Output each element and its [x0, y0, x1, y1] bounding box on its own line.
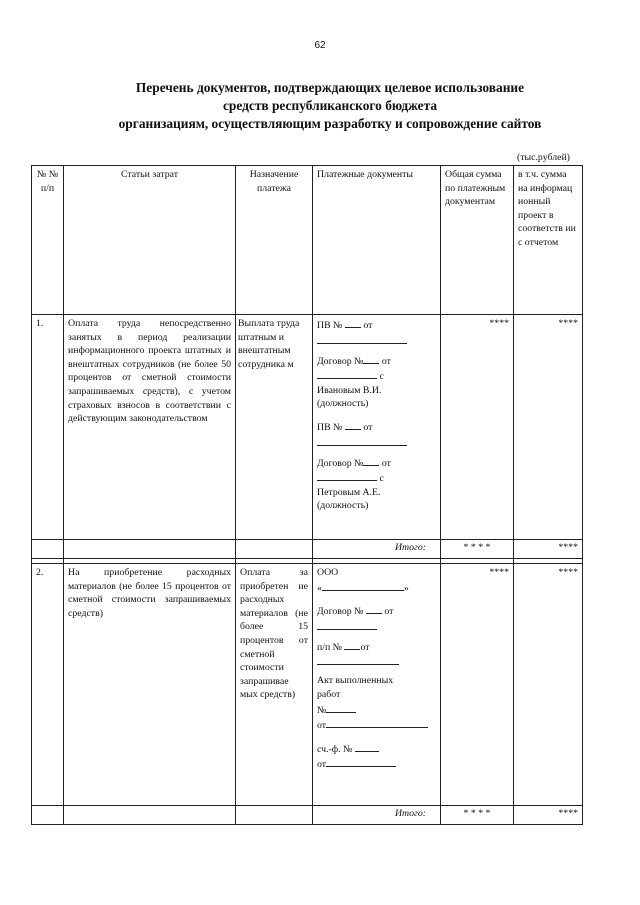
row2-num: 2.	[32, 564, 64, 806]
s-label: с	[379, 371, 384, 383]
table-row	[32, 564, 583, 806]
ot-label: от	[363, 421, 373, 433]
title-line-1: Перечень документов, подтверждающих целевое использование	[135, 80, 525, 95]
row2-total: ****	[441, 564, 514, 806]
row2-itogo-incl: ****	[514, 806, 583, 825]
documents-table	[31, 165, 583, 825]
row1-person1: Ивановым В.И.	[317, 384, 382, 396]
document-title	[60, 79, 600, 133]
row1-incl: ****	[514, 315, 583, 540]
ot-label: от	[381, 457, 391, 469]
row1-num: 1.	[32, 315, 64, 540]
ot-label: от	[363, 320, 373, 331]
header-incl: в т.ч. сумма на информац ионный проект в соответств ии с отчетом	[514, 166, 583, 315]
row2-itogo-total: * * * *	[441, 806, 514, 825]
header-purpose: Назначение платежа	[236, 166, 313, 315]
header-items: Статьи затрат	[64, 166, 236, 315]
header-total-sum: Общая сумма по платежным документам	[441, 166, 514, 315]
quote-open: «	[317, 582, 322, 594]
row2-act2: работ	[317, 688, 341, 700]
quote-close: »	[403, 582, 409, 594]
row1-payment-docs	[313, 315, 441, 540]
header-num: № № п/п	[32, 166, 64, 315]
no-label: №	[317, 704, 327, 716]
row1-purpose: Выплата труда штатным и внештатным сотрудника м	[236, 315, 313, 540]
row2-purpose: Оплата за приобретен ие расходных материалов (не более 15 процентов от сметной стоимости запрашивае мых средств)	[236, 564, 313, 806]
row2-itogo-row	[32, 806, 583, 825]
row1-position1: (должность)	[317, 398, 369, 410]
row1-itogo-incl: ****	[514, 540, 583, 559]
row1-pv1: ПВ №	[317, 320, 343, 331]
row1-itogo-total: * * * *	[441, 540, 514, 559]
row1-position2: (должность)	[317, 500, 369, 512]
table-row	[32, 315, 583, 540]
row1-contract2: Договор №	[317, 457, 364, 469]
row2-itogo-label: Итого:	[313, 806, 441, 825]
header-payment-docs: Платежные документы	[313, 166, 441, 315]
row1-total: ****	[441, 315, 514, 540]
row2-payment-docs	[313, 564, 441, 806]
row1-contract1: Договор №	[317, 355, 364, 367]
ot-label: от	[317, 720, 327, 732]
row2-pp: п/п №	[317, 641, 343, 653]
unit-note: (тыс.рублей)	[517, 152, 570, 163]
page-number: 62	[314, 40, 326, 51]
row1-person2: Петровым А.Е.	[317, 486, 381, 498]
row2-incl: ****	[514, 564, 583, 806]
row2-item: На приобретение расходных материалов (не более 15 процентов от сметной стоимости запрашиваемых средств)	[64, 564, 236, 806]
row1-pv2: ПВ №	[317, 421, 343, 433]
row2-ooo: ООО	[317, 567, 339, 578]
row2-contract: Договор №	[317, 606, 364, 618]
row1-item: Оплата труда непосредственно занятых в период реализации информационного проекта штатных и внештатных сотрудников (не более 50 процентов от сметной стоимости запрашиваемых средств), с учетом страховых взносов в соответствии с действующим законодательством	[64, 315, 236, 540]
row2-act1: Акт выполненных	[317, 675, 394, 687]
ot-label: от	[317, 759, 327, 771]
s-label: с	[379, 473, 384, 485]
header-row	[32, 166, 583, 315]
row1-itogo-label: Итого:	[313, 540, 441, 559]
title-line-2: средств республиканского бюджета	[222, 98, 438, 113]
ot-label: от	[360, 641, 370, 653]
title-line-3: организациям, осуществляющим разработку и сопровождение сайтов	[118, 116, 542, 131]
row2-invoice: сч.-ф. №	[317, 743, 353, 755]
ot-label: от	[381, 355, 391, 367]
ot-label: от	[384, 606, 394, 618]
row1-itogo-row	[32, 540, 583, 559]
